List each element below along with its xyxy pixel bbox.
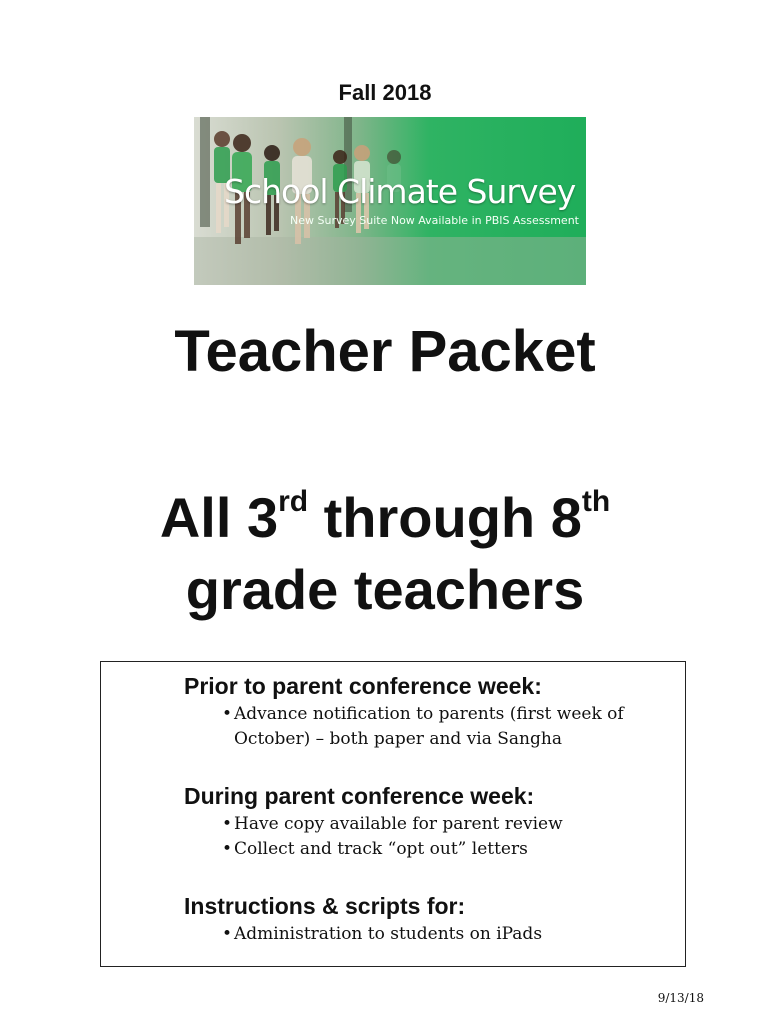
bullet-item (222, 812, 563, 837)
document-title: Teacher Packet (174, 319, 596, 384)
section-instructions (184, 892, 542, 947)
bullet-text: Advance notification to parents (first week of October) – both paper and via Sangha (234, 704, 624, 749)
audience-grade-end: through 8 (308, 486, 582, 549)
audience-grade-start: All 3 (159, 486, 279, 549)
section-heading: During parent conference week: (184, 783, 535, 809)
audience-line-1 (0, 466, 770, 554)
bullet-list (184, 922, 542, 947)
bullet-item (222, 837, 563, 862)
section-prior (184, 672, 654, 752)
bullet-text: Administration to students on iPads (234, 924, 543, 944)
audience-heading (0, 466, 770, 626)
document-date: 9/13/18 (657, 991, 704, 1005)
bullet-text: Collect and track “opt out” letters (234, 839, 528, 859)
ordinal-th: th (581, 485, 611, 518)
ordinal-rd: rd (278, 485, 309, 518)
bullet-item (222, 922, 542, 947)
banner-title: School Climate Survey (224, 172, 576, 211)
bullet-item (222, 702, 654, 752)
section-heading: Prior to parent conference week: (184, 673, 542, 699)
instructions-box (100, 661, 686, 967)
banner-subtitle: New Survey Suite Now Available in PBIS Assessment (290, 214, 579, 227)
bullet-text: Have copy available for parent review (234, 814, 563, 834)
survey-banner-image (194, 117, 586, 285)
section-heading: Instructions & scripts for: (184, 893, 466, 919)
section-during (184, 782, 563, 862)
bullet-list (184, 702, 654, 752)
audience-line-2: grade teachers (185, 558, 585, 621)
season-label: Fall 2018 (338, 80, 432, 105)
bullet-list (184, 812, 563, 862)
